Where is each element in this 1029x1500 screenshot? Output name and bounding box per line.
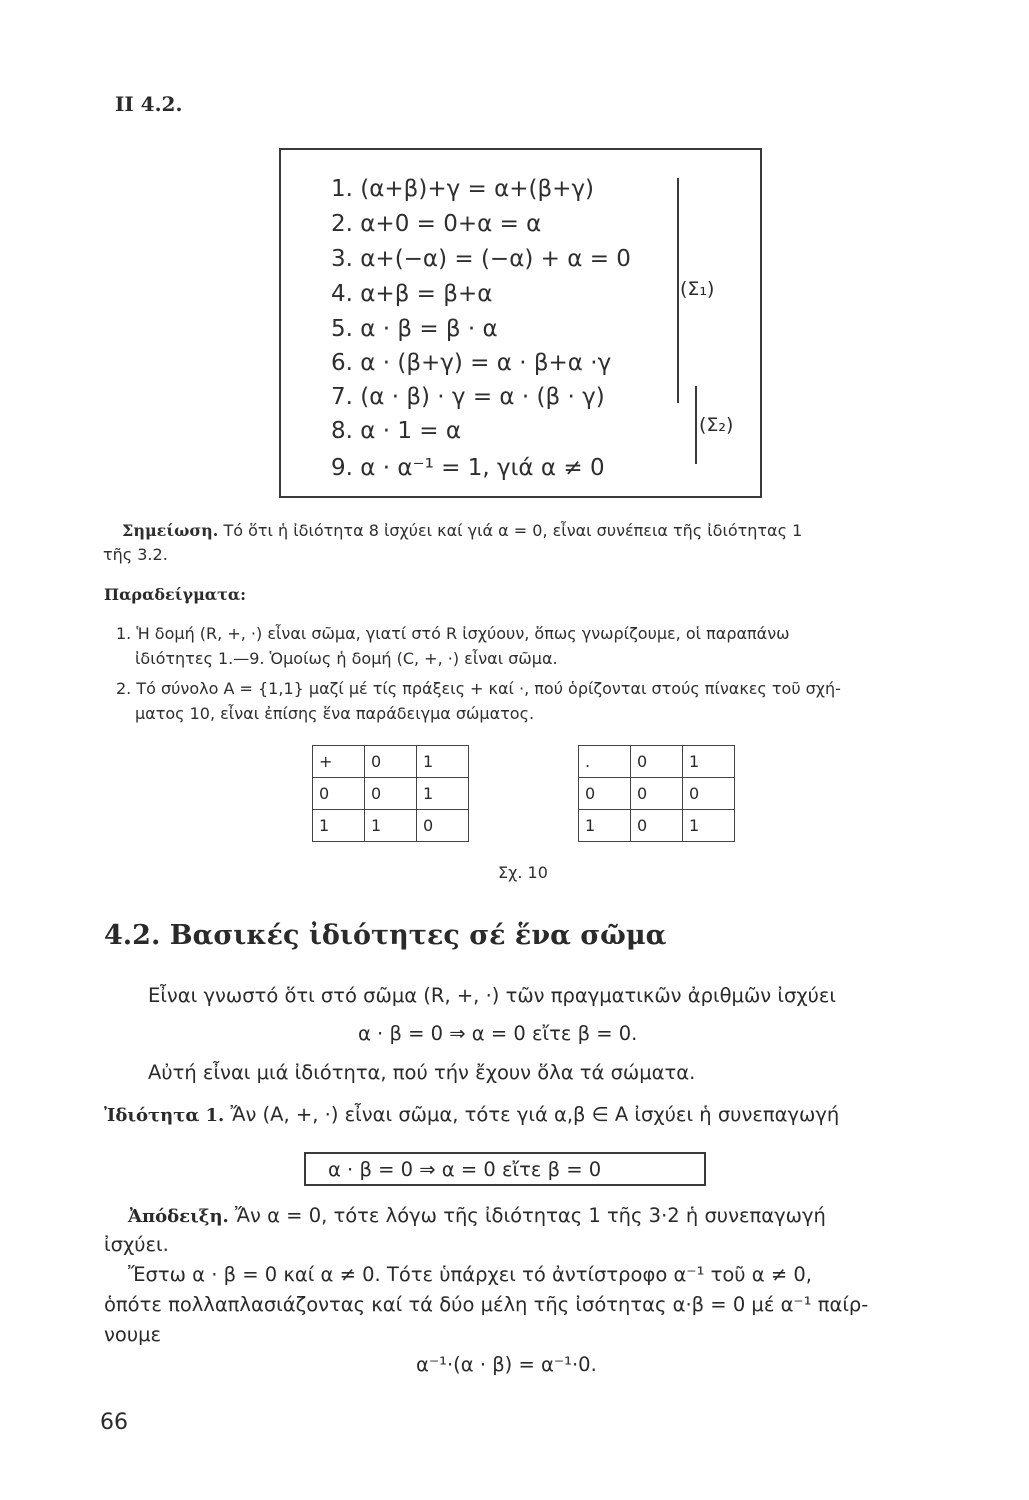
table-cell: 1 <box>365 810 417 842</box>
table-cell: 1 <box>417 746 469 778</box>
table-row <box>313 746 469 778</box>
table-row <box>579 810 735 842</box>
example-2-line-1: 2. Τό σύνολο Α = {1,1} μαζί μέ τίς πράξεις + καί ·, πού ὁρίζονται στούς πίνακες τοῦ σχή- <box>116 679 841 698</box>
proof-label: Ἀπόδειξη. <box>128 1206 229 1227</box>
section-title: 4.2. Βασικές ἰδιότητες σέ ἕνα σῶμα <box>104 920 667 951</box>
label-sigma1: (Σ₁) <box>680 278 715 300</box>
axiom-5: 5. α · β = β · α <box>331 316 498 342</box>
table-cell: 0 <box>631 746 683 778</box>
axiom-3: 3. α+(−α) = (−α) + α = 0 <box>331 246 631 272</box>
table-cell: 1 <box>683 746 735 778</box>
axiom-4: 4. α+β = β+α <box>331 281 493 307</box>
brace-sigma1 <box>677 178 679 403</box>
proof-text-5: νουμε <box>104 1323 162 1346</box>
examples-heading: Παραδείγματα: <box>104 585 247 604</box>
axiom-1: 1. (α+β)+γ = α+(β+γ) <box>331 176 595 202</box>
example-1-line-1: 1. Ἡ δομή (R, +, ·) εἶναι σῶμα, γιατί στό R ἰσχύουν, ὅπως γνωρίζουμε, οἱ παραπάνω <box>116 624 790 643</box>
note <box>122 521 802 540</box>
table-cell: 0 <box>365 778 417 810</box>
property-1 <box>104 1103 839 1126</box>
table-cell: 0 <box>579 778 631 810</box>
proof-text-4: ὁπότε πολλαπλασιάζοντας καί τά δύο μέλη τῆς ἰσότητας α·β = 0 μέ α⁻¹ παίρ- <box>104 1293 869 1316</box>
page-number: 66 <box>100 1410 128 1435</box>
table-row <box>579 746 735 778</box>
section-header: II 4.2. <box>115 92 183 116</box>
note-text: Τό ὅτι ἡ ἰδιότητα 8 ἰσχύει καί γιά α = 0, εἶναι συνέπεια τῆς ἰδιότητας 1 <box>223 521 803 540</box>
formula-2: α⁻¹·(α · β) = α⁻¹·0. <box>416 1353 597 1376</box>
axiom-8: 8. α · 1 = α <box>331 418 462 444</box>
table-cell: 1 <box>313 810 365 842</box>
table-cell: 0 <box>417 810 469 842</box>
table-cell: 0 <box>683 778 735 810</box>
table-cell: 1 <box>579 810 631 842</box>
table-cell: 1 <box>417 778 469 810</box>
property-label: Ἰδιότητα 1. <box>104 1105 225 1126</box>
table-row <box>579 778 735 810</box>
paragraph-1: Εἶναι γνωστό ὅτι στό σῶμα (R, +, ·) τῶν πραγματικῶν ἀριθμῶν ἰσχύει <box>148 984 837 1007</box>
boxed-implication: α · β = 0 ⇒ α = 0 εἴτε β = 0 <box>304 1152 706 1186</box>
table-row <box>313 778 469 810</box>
table-row <box>313 810 469 842</box>
note-label: Σημείωση. <box>122 521 219 540</box>
proof-text-2: ἰσχύει. <box>104 1233 169 1256</box>
table-cell: 0 <box>631 810 683 842</box>
table-cell: 0 <box>365 746 417 778</box>
axiom-6: 6. α · (β+γ) = α · β+α ·γ <box>331 350 612 376</box>
note-text-2: τῆς 3.2. <box>103 545 168 564</box>
label-sigma2: (Σ₂) <box>699 414 734 436</box>
formula-1: α · β = 0 ⇒ α = 0 εἴτε β = 0. <box>358 1022 638 1045</box>
axiom-7: 7. (α · β) · γ = α · (β · γ) <box>331 384 605 410</box>
figure-caption: Σχ. 10 <box>498 863 548 882</box>
table-cell: 0 <box>313 778 365 810</box>
table-cell: 1 <box>683 810 735 842</box>
property-text: Ἄν (Α, +, ·) εἶναι σῶμα, τότε γιά α,β ∈ Α ἰσχύει ἡ συνεπαγωγή <box>230 1103 840 1126</box>
proof-text-3: Ἔστω α · β = 0 καί α ≠ 0. Τότε ὑπάρχει τό ἀντίστροφο α⁻¹ τοῦ α ≠ 0, <box>128 1263 812 1286</box>
table-cell: . <box>579 746 631 778</box>
addition-table <box>312 745 469 842</box>
table-cell: + <box>313 746 365 778</box>
proof <box>128 1204 826 1227</box>
brace-sigma2 <box>695 386 697 464</box>
multiplication-table <box>578 745 735 842</box>
proof-text-1: Ἄν α = 0, τότε λόγω τῆς ἰδιότητας 1 τῆς 3·2 ἡ συνεπαγωγή <box>235 1204 826 1227</box>
axiom-9: 9. α · α⁻¹ = 1, γιά α ≠ 0 <box>331 455 605 481</box>
paragraph-2: Αὐτή εἶναι μιά ἰδιότητα, πού τήν ἔχουν ὅλα τά σώματα. <box>148 1061 696 1084</box>
axiom-2: 2. α+0 = 0+α = α <box>331 211 542 237</box>
table-cell: 0 <box>631 778 683 810</box>
example-1-line-2: ἰδιότητες 1.—9. Ὁμοίως ἡ δομή (C, +, ·) εἶναι σῶμα. <box>135 649 558 668</box>
example-2-line-2: ματος 10, εἶναι ἐπίσης ἕνα παράδειγμα σώματος. <box>135 704 535 723</box>
axioms-box <box>279 148 762 498</box>
